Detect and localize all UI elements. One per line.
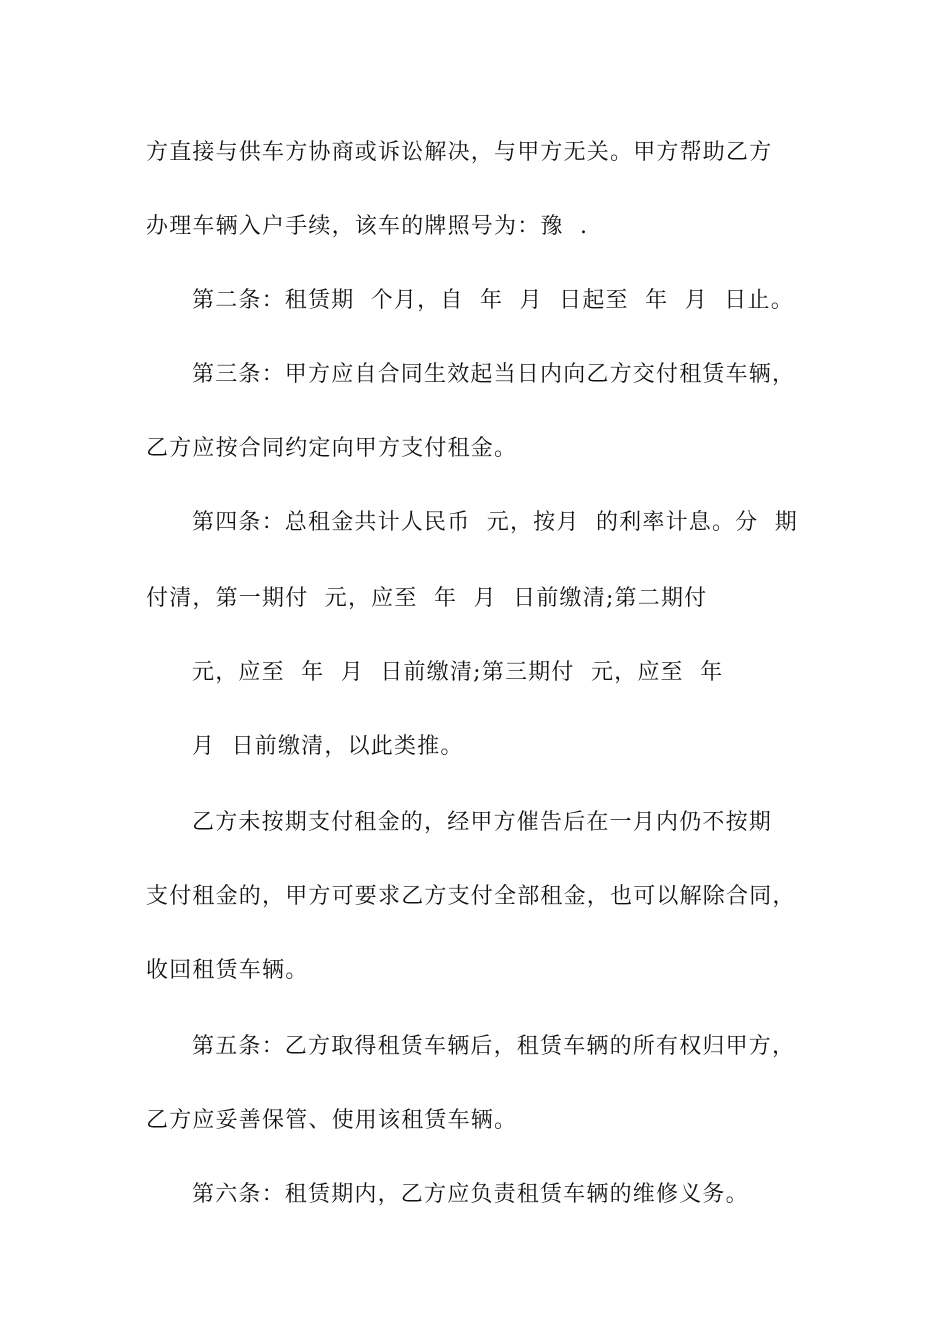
paragraph-line: 月 日前缴清，以此类推。 xyxy=(192,734,464,759)
article-2-line: 第二条：租赁期 个月，自 年 月 日起至 年 月 日止。 xyxy=(192,288,794,313)
article-5-line: 第五条：乙方取得租赁车辆后，租赁车辆的所有权归甲方， xyxy=(192,1034,796,1059)
paragraph-line: 付清，第一期付 元，应至 年 月 日前缴清;第二期付 xyxy=(146,586,708,611)
paragraph-line: 乙方未按期支付租金的，经甲方催告后在一月内仍不按期 xyxy=(192,810,773,835)
paragraph-line: 收回租赁车辆。 xyxy=(146,958,309,983)
paragraph-line: 方直接与供车方协商或诉讼解决，与甲方无关。甲方帮助乙方 xyxy=(146,140,773,165)
paragraph-line: 乙方应按合同约定向甲方支付租金。 xyxy=(146,436,518,461)
paragraph-line: 支付租金的，甲方可要求乙方支付全部租金，也可以解除合同， xyxy=(146,884,796,909)
article-6-line: 第六条：租赁期内，乙方应负责租赁车辆的维修义务。 xyxy=(192,1182,749,1207)
paragraph-line: 乙方应妥善保管、使用该租赁车辆。 xyxy=(146,1108,518,1133)
article-3-line: 第三条：甲方应自合同生效起当日内向乙方交付租赁车辆， xyxy=(192,362,796,387)
paragraph-line: 办理车辆入户手续，该车的牌照号为：豫 . xyxy=(146,214,589,239)
paragraph-line: 元，应至 年 月 日前缴清;第三期付 元，应至 年 xyxy=(192,660,724,685)
article-4-line: 第四条：总租金共计人民币 元，按月 的利率计息。分 期 xyxy=(192,510,798,535)
